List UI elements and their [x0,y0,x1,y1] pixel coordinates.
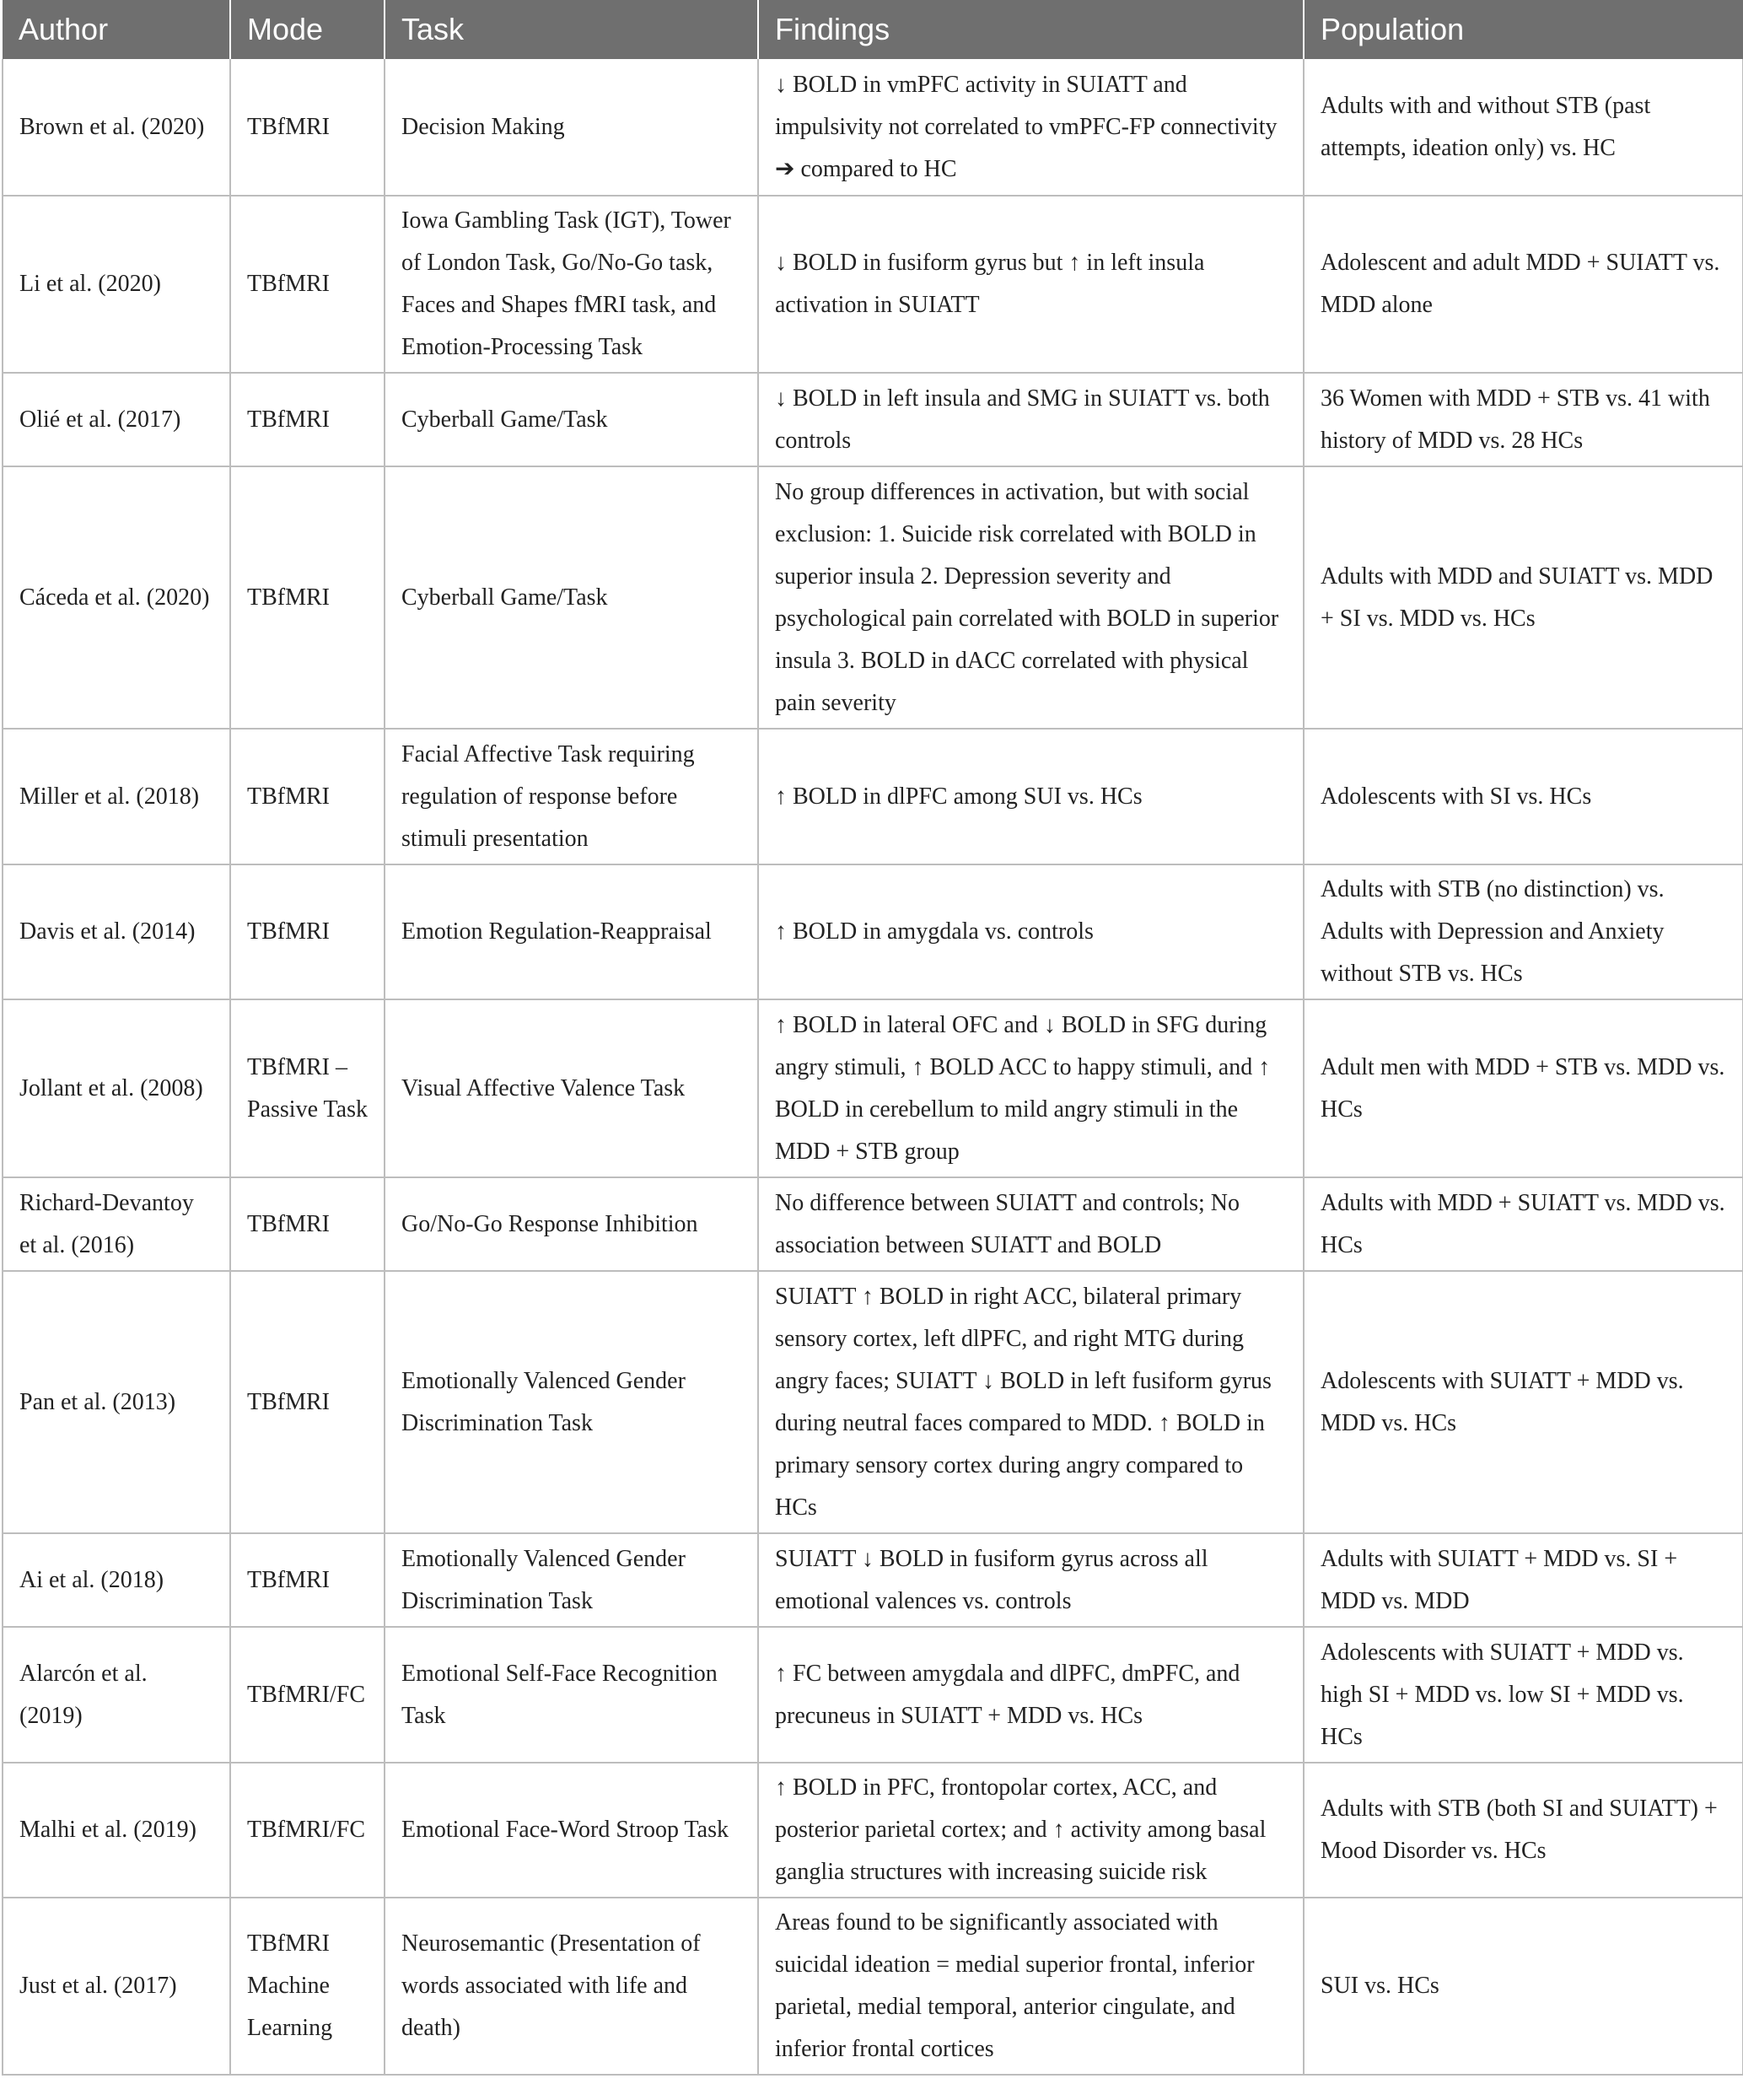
cell-author: Li et al. (2020) [3,196,230,373]
cell-population: SUI vs. HCs [1304,1898,1743,2075]
table-row [3,1271,1743,1533]
cell-author: Alarcón et al. (2019) [3,1627,230,1763]
cell-task: Neurosemantic (Presentation of words associated with life and death) [385,1898,758,2075]
cell-population: 36 Women with MDD + STB vs. 41 with history of MDD vs. 28 HCs [1304,373,1743,466]
cell-mode: TBfMRI [230,373,385,466]
cell-mode: TBfMRI Machine Learning [230,1898,385,2075]
cell-author: Richard-Devantoy et al. (2016) [3,1177,230,1271]
table-row [3,1898,1743,2075]
cell-population: Adolescents with SUIATT + MDD vs. MDD vs. HCs [1304,1271,1743,1533]
header-population: Population [1304,0,1743,59]
cell-task: Emotionally Valenced Gender Discrimination Task [385,1271,758,1533]
cell-findings: ↑ BOLD in amygdala vs. controls [758,864,1304,999]
cell-author: Cáceda et al. (2020) [3,466,230,729]
table-row [3,999,1743,1177]
cell-population: Adults with STB (no distinction) vs. Adults with Depression and Anxiety without STB vs. HCs [1304,864,1743,999]
cell-author: Just et al. (2017) [3,1898,230,2075]
table-row [3,1763,1743,1898]
cell-mode: TBfMRI – Passive Task [230,999,385,1177]
cell-task: Emotional Self-Face Recognition Task [385,1627,758,1763]
cell-population: Adults with MDD + SUIATT vs. MDD vs. HCs [1304,1177,1743,1271]
cell-findings: ↑ BOLD in lateral OFC and ↓ BOLD in SFG during angry stimuli, ↑ BOLD ACC to happy stimuli, and ↑ BOLD in cerebellum to mild angry stimuli in the MDD + STB group [758,999,1304,1177]
cell-findings: ↓ BOLD in vmPFC activity in SUIATT and impulsivity not correlated to vmPFC-FP connectivity ➔ compared to HC [758,59,1304,196]
cell-mode: TBfMRI [230,729,385,864]
table-row [3,864,1743,999]
cell-mode: TBfMRI [230,466,385,729]
header-findings: Findings [758,0,1304,59]
cell-author: Miller et al. (2018) [3,729,230,864]
cell-mode: TBfMRI [230,1533,385,1627]
cell-mode: TBfMRI [230,1271,385,1533]
cell-population: Adolescents with SI vs. HCs [1304,729,1743,864]
cell-findings: SUIATT ↓ BOLD in fusiform gyrus across all emotional valences vs. controls [758,1533,1304,1627]
cell-author: Pan et al. (2013) [3,1271,230,1533]
cell-author: Davis et al. (2014) [3,864,230,999]
cell-author: Brown et al. (2020) [3,59,230,196]
table-row [3,1177,1743,1271]
header-task: Task [385,0,758,59]
cell-findings: No difference between SUIATT and controls; No association between SUIATT and BOLD [758,1177,1304,1271]
table-row [3,1533,1743,1627]
cell-population: Adults with MDD and SUIATT vs. MDD + SI vs. MDD vs. HCs [1304,466,1743,729]
cell-task: Cyberball Game/Task [385,373,758,466]
table-row [3,373,1743,466]
cell-task: Emotionally Valenced Gender Discrimination Task [385,1533,758,1627]
cell-task: Facial Affective Task requiring regulation of response before stimuli presentation [385,729,758,864]
table-row [3,1627,1743,1763]
table-row [3,196,1743,373]
header-author: Author [3,0,230,59]
cell-findings: SUIATT ↑ BOLD in right ACC, bilateral primary sensory cortex, left dlPFC, and right MTG during angry faces; SUIATT ↓ BOLD in left fusiform gyrus during neutral faces compared to MDD. ↑ BOLD in primary sensory cortex during angry compared to HCs [758,1271,1304,1533]
cell-population: Adults with SUIATT + MDD vs. SI + MDD vs. MDD [1304,1533,1743,1627]
table-row [3,466,1743,729]
cell-population: Adults with and without STB (past attempts, ideation only) vs. HC [1304,59,1743,196]
table-row [3,729,1743,864]
cell-mode: TBfMRI [230,1177,385,1271]
cell-findings: Areas found to be significantly associated with suicidal ideation = medial superior frontal, inferior parietal, medial temporal, anterior cingulate, and inferior frontal cortices [758,1898,1304,2075]
cell-task: Cyberball Game/Task [385,466,758,729]
cell-author: Ai et al. (2018) [3,1533,230,1627]
header-row [3,0,1743,59]
cell-population: Adolescents with SUIATT + MDD vs. high SI + MDD vs. low SI + MDD vs. HCs [1304,1627,1743,1763]
cell-author: Malhi et al. (2019) [3,1763,230,1898]
cell-population: Adult men with MDD + STB vs. MDD vs. HCs [1304,999,1743,1177]
table-header [3,0,1743,59]
cell-mode: TBfMRI/FC [230,1763,385,1898]
cell-mode: TBfMRI/FC [230,1627,385,1763]
studies-table [2,0,1743,2076]
cell-author: Jollant et al. (2008) [3,999,230,1177]
table-body [3,59,1743,2075]
cell-findings: ↑ BOLD in PFC, frontopolar cortex, ACC, and posterior parietal cortex; and ↑ activity among basal ganglia structures with increasing suicide risk [758,1763,1304,1898]
cell-mode: TBfMRI [230,864,385,999]
cell-population: Adults with STB (both SI and SUIATT) + Mood Disorder vs. HCs [1304,1763,1743,1898]
cell-findings: ↓ BOLD in left insula and SMG in SUIATT vs. both controls [758,373,1304,466]
cell-mode: TBfMRI [230,59,385,196]
cell-task: Decision Making [385,59,758,196]
cell-findings: ↓ BOLD in fusiform gyrus but ↑ in left insula activation in SUIATT [758,196,1304,373]
cell-task: Emotion Regulation-Reappraisal [385,864,758,999]
cell-findings: No group differences in activation, but with social exclusion: 1. Suicide risk correlated with BOLD in superior insula 2. Depression severity and psychological pain correlated with BOLD in superior insula 3. BOLD in dACC correlated with physical pain severity [758,466,1304,729]
cell-task: Visual Affective Valence Task [385,999,758,1177]
cell-mode: TBfMRI [230,196,385,373]
cell-findings: ↑ FC between amygdala and dlPFC, dmPFC, and precuneus in SUIATT + MDD vs. HCs [758,1627,1304,1763]
header-mode: Mode [230,0,385,59]
cell-author: Olié et al. (2017) [3,373,230,466]
cell-task: Go/No-Go Response Inhibition [385,1177,758,1271]
cell-task: Emotional Face-Word Stroop Task [385,1763,758,1898]
table-row [3,59,1743,196]
cell-task: Iowa Gambling Task (IGT), Tower of London Task, Go/No-Go task, Faces and Shapes fMRI task, and Emotion-Processing Task [385,196,758,373]
cell-population: Adolescent and adult MDD + SUIATT vs. MDD alone [1304,196,1743,373]
cell-findings: ↑ BOLD in dlPFC among SUI vs. HCs [758,729,1304,864]
